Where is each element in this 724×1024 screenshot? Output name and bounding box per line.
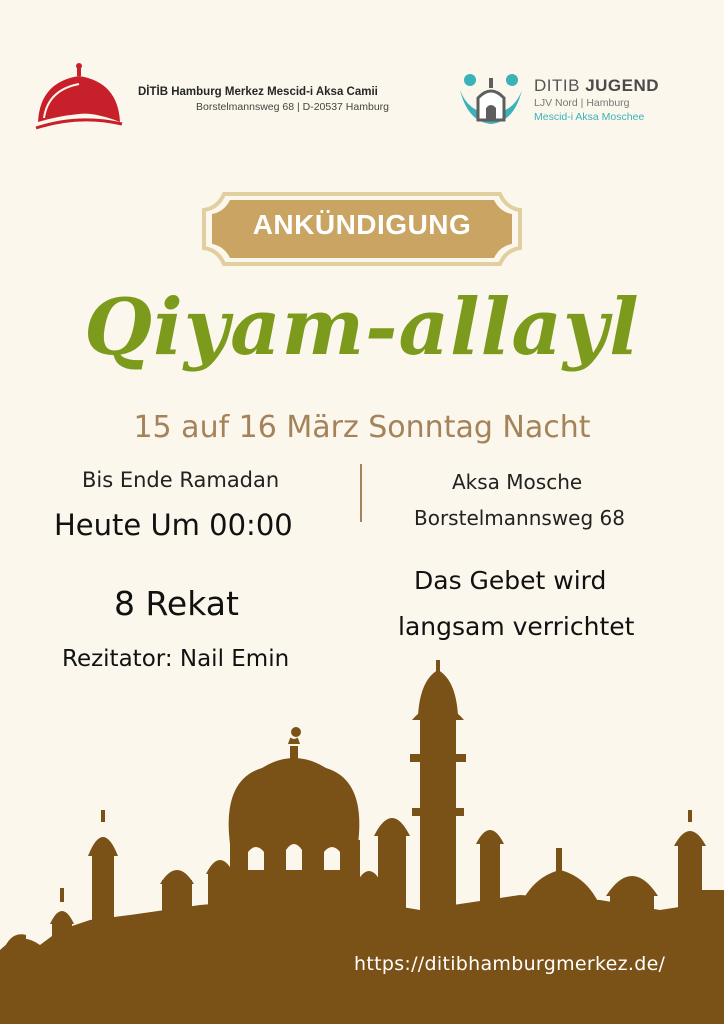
rekat-count: 8 Rekat <box>114 584 239 623</box>
ditib-dome-logo-icon <box>34 62 124 134</box>
org-address: Borstelmannsweg 68 | D-20537 Hamburg <box>196 101 389 113</box>
location-address: Borstelmannsweg 68 <box>414 506 625 530</box>
announcement-label: ANKÜNDIGUNG <box>252 209 472 240</box>
event-period: Bis Ende Ramadan <box>82 468 280 492</box>
org-name: DİTİB Hamburg Merkez Mescid-i Aksa Camii <box>138 86 378 98</box>
event-title: Qiyam-allayl <box>84 282 640 373</box>
event-time: Heute Um 00:00 <box>54 508 293 542</box>
reciter: Rezitator: Nail Emin <box>62 646 290 672</box>
website-url[interactable]: https://ditibhamburgmerkez.de/ <box>354 953 666 975</box>
prayer-note-line-1: Das Gebet wird <box>414 566 607 595</box>
jugend-mosque-name: Mescid-i Aksa Moschee <box>534 111 645 123</box>
event-date: 15 auf 16 März Sonntag Nacht <box>133 410 591 445</box>
location-name: Aksa Mosche <box>452 470 583 494</box>
jugend-subtitle: LJV Nord | Hamburg <box>534 97 630 109</box>
ditib-jugend-logo-icon <box>458 72 524 128</box>
prayer-note-line-2: langsam verrichtet <box>398 612 635 641</box>
jugend-title: DITIB JUGEND <box>534 76 660 95</box>
column-divider <box>360 464 362 522</box>
